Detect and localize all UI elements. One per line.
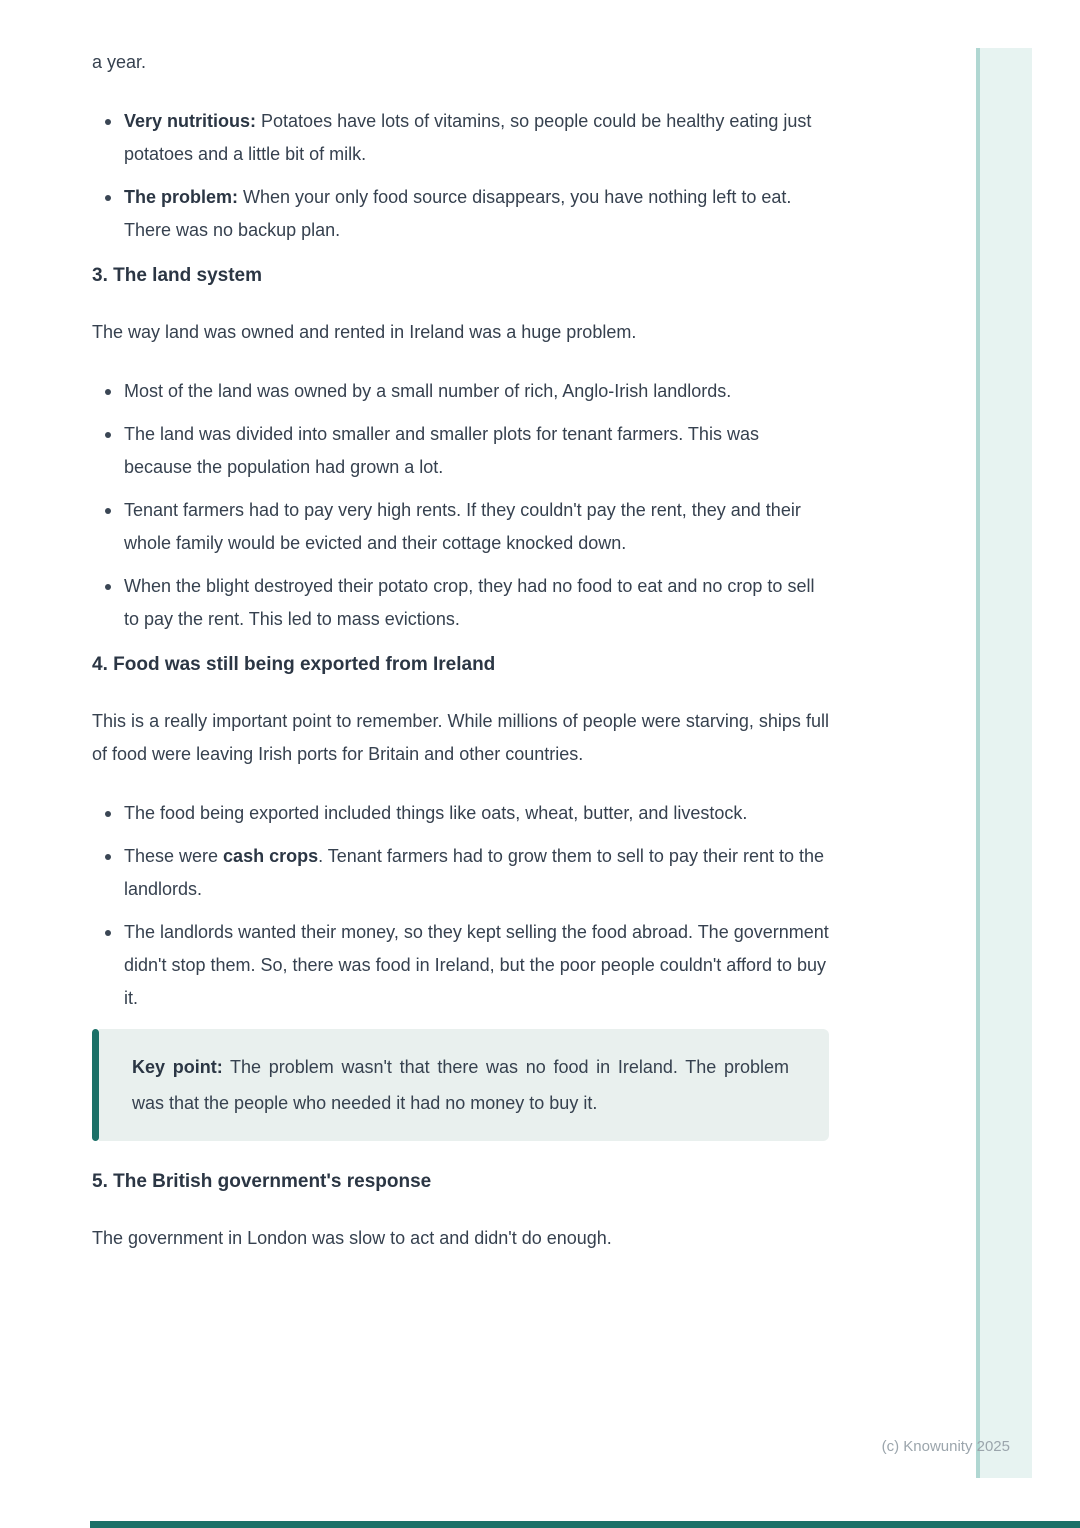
callout-rest: The problem wasn't that there was no food in Ireland. The problem was that the people who needed it had no money to buy it. <box>132 1057 789 1113</box>
page-break-bar <box>90 1521 1080 1528</box>
copyright-watermark: (c) Knowunity 2025 <box>881 1438 1010 1455</box>
bullet-text: These were <box>124 846 224 866</box>
bullet-text: Potatoes have lots of vitamins, so people could be healthy eating just potatoes and a little bit of milk. <box>124 111 812 164</box>
page-margin-strip <box>976 48 1032 1478</box>
section-4-intro: This is a really important point to remember. While millions of people were starving, ships full of food were leaving Irish ports for Britain and other countries. <box>92 711 829 764</box>
bullet-lead-bold: Very nutritious: <box>124 111 257 131</box>
bullet-text: When the blight destroyed their potato crop, they had no food to eat and no crop to sell to pay the rent. This led to mass evictions. <box>124 576 815 629</box>
callout-body <box>99 1029 829 1141</box>
section-heading-5: 5. The British government's response <box>92 1171 432 1192</box>
bullet-lead-bold: The problem: <box>124 187 239 207</box>
bullet-text: The landlords wanted their money, so they kept selling the food abroad. The government didn't stop them. So, there was food in Ireland, but the poor people couldn't afford to buy it. <box>124 922 829 1008</box>
callout-accent-bar <box>92 1029 99 1141</box>
callout-lead-bold: Key point: <box>132 1057 223 1077</box>
section-heading-3: 3. The land system <box>92 265 263 286</box>
bullet-text: The food being exported included things like oats, wheat, butter, and livestock. <box>124 803 748 823</box>
list-item <box>92 105 829 171</box>
list-item <box>92 570 829 636</box>
list-item <box>92 840 829 906</box>
list-item <box>92 494 829 560</box>
bullet-text: Most of the land was owned by a small number of rich, Anglo-Irish landlords. <box>124 381 732 401</box>
document-content <box>92 46 829 1281</box>
list-item <box>92 916 829 1015</box>
bullet-list-section-3 <box>92 375 829 636</box>
bullet-list-section-4 <box>92 797 829 1015</box>
section-3-intro: The way land was owned and rented in Ireland was a huge problem. <box>92 322 637 342</box>
bullet-text: The land was divided into smaller and smaller plots for tenant farmers. This was because the population had grown a lot. <box>124 424 759 477</box>
bullet-text: Tenant farmers had to pay very high rents. If they couldn't pay the rent, they and their whole family would be evicted and their cottage knocked down. <box>124 500 801 553</box>
list-item <box>92 797 829 830</box>
bullet-text: . Tenant farmers had to grow them to sell to pay their rent to the landlords. <box>124 846 825 899</box>
bullet-text: When your only food source disappears, you have nothing left to eat. There was no backup plan. <box>124 187 792 240</box>
list-item <box>92 181 829 247</box>
section-heading-4: 4. Food was still being exported from Ireland <box>92 654 496 675</box>
key-point-callout <box>92 1029 829 1141</box>
section-5-intro: The government in London was slow to act and didn't do enough. <box>92 1228 612 1248</box>
callout-text <box>132 1049 789 1121</box>
list-item <box>92 375 829 408</box>
paragraph-fragment: a year. <box>92 52 147 72</box>
bullet-list-top <box>92 105 829 247</box>
bullet-inline-bold: cash crops <box>223 846 319 866</box>
list-item <box>92 418 829 484</box>
